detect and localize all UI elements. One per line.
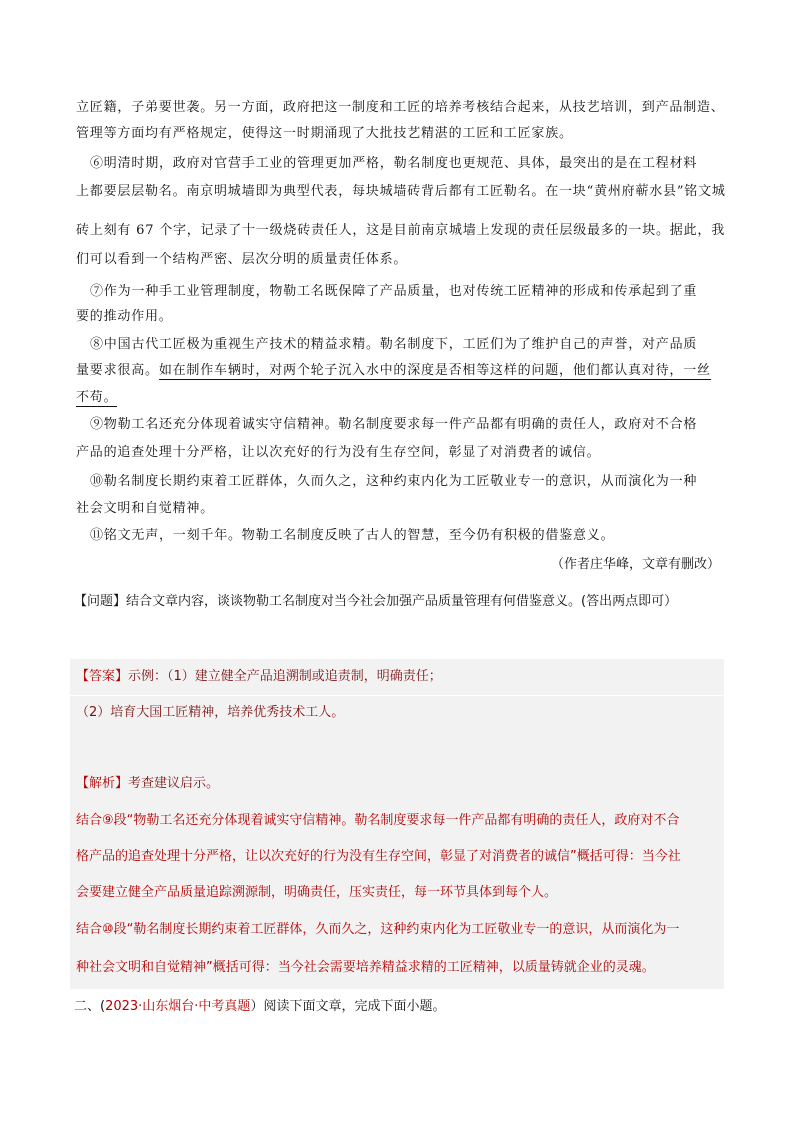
article-body <box>76 0 726 600</box>
underlined-sentence-end: 不苟。 <box>76 390 118 405</box>
article-line: 管理等方面均有严格规定，使得这一时期涌现了大批技艺精湛的工匠和工匠家族。 <box>76 126 573 141</box>
article-line: 产品的追查处理十分严格，让以次充好的行为没有生存空间，彰显了对消费者的诚信。 <box>76 445 601 460</box>
answer-line-2: （2）培育大国工匠精神，培养优秀技术工人。 <box>76 705 345 720</box>
article-line: 要的推动作用。 <box>76 309 173 324</box>
article-line <box>76 386 117 405</box>
answer-tag: 【答案】 <box>76 669 129 684</box>
article-paragraph-10: ⑩勒名制度长期约束着工匠群体，久而久之，这种约束内化为工匠敬业专一的意识，从而演化为一种 <box>90 474 698 489</box>
analysis-line: 结合⑩段“勒名制度长期约束着工匠群体，久而久之，这种约束内化为工匠敬业专一的意识，从而演化为一 <box>76 922 680 937</box>
analysis-tag: 【解析】 <box>76 776 129 791</box>
analysis-line: 会要建立健全产品质量追踪溯源制，明确责任，压实责任，每一环节具体到每个人。 <box>76 885 558 900</box>
section-suffix: ）阅读下面文章，完成下面小题。 <box>250 999 446 1014</box>
section-source: 2023·山东烟台·中考真题 <box>105 999 251 1014</box>
article-paragraph-6: ⑥明清时期，政府对官营手工业的管理更加严格，勒名制度也更规范、具体，最突出的是在工程材料 <box>90 156 698 171</box>
article-paragraph-7: ⑦作为一种手工业管理制度，物勒工名既保障了产品质量，也对传统工匠精神的形成和传承起到了重 <box>90 284 698 299</box>
answer-line-1 <box>76 665 442 684</box>
answer-box <box>70 659 724 989</box>
next-section-heading <box>74 995 445 1014</box>
underlined-sentence: 如在制作车辆时，对两个轮子沉入水中的深度是否相等这样的问题，他们都认真对待，一丝 <box>158 363 711 378</box>
question-text: 结合文章内容，谈谈物勒工名制度对当今社会加强产品质量管理有何借鉴意义。(答出两点即可） <box>126 594 678 609</box>
article-line: 立匠籍，子弟要世袭。另一方面，政府把这一制度和工匠的培养考核结合起来，从技艺培训，到产品制造、 <box>76 100 725 115</box>
section-prefix: 二、( <box>74 999 106 1014</box>
article-line: 砖上刻有 67 个字，记录了十一级烧砖责任人，这是目前南京城墙上发现的责任层级最多的一块。据此，我 <box>76 223 726 238</box>
question-tag: 【问题】 <box>74 594 127 609</box>
analysis-line: 结合⑨段“物勒工名还充分体现着诚实守信精神。勒名制度要求每一件产品都有明确的责任人，政府对不合 <box>76 813 680 828</box>
article-paragraph-8: ⑧中国古代工匠极为重视生产技术的精益求精。勒名制度下，工匠们为了维护自己的声誉，对产品质 <box>90 337 698 352</box>
article-paragraph-9: ⑨物勒工名还充分体现着诚实守信精神。勒名制度要求每一件产品都有明确的责任人，政府对不合格 <box>90 417 698 432</box>
article-line: 社会文明和自觉精神。 <box>76 501 215 516</box>
question <box>74 590 677 609</box>
article-text: 量要求很高。 <box>76 363 159 378</box>
analysis-heading <box>76 772 219 791</box>
analysis-title: 考查建议启示。 <box>128 776 220 791</box>
article-line <box>76 359 711 378</box>
article-line: 上都要层层勒名。南京明城墙即为典型代表，每块城墙砖背后都有工匠勒名。在一块“黄州府蕲水县”铭文城 <box>76 184 726 199</box>
row-separator <box>70 695 724 696</box>
article-line: 们可以看到一个结构严密、层次分明的质量责任体系。 <box>76 252 408 267</box>
analysis-line: 格产品的追查处理十分严格，让以次充好的行为没有生存空间，彰显了对消费者的诚信”概括可得：当今社 <box>76 849 681 864</box>
analysis-line: 种社会文明和自觉精神”概括可得：当今社会需要培养精益求精的工匠精神，以质量铸就企业的灵魂。 <box>76 960 655 975</box>
article-paragraph-11: ⑪铭文无声，一刻千年。物勒工名制度反映了古人的智慧，至今仍有积极的借鉴意义。 <box>90 528 615 543</box>
answer-text-1: 示例：（1）建立健全产品追溯制或追责制，明确责任； <box>128 669 442 684</box>
article-attribution: （作者庄华峰，文章有删改） <box>550 557 720 572</box>
